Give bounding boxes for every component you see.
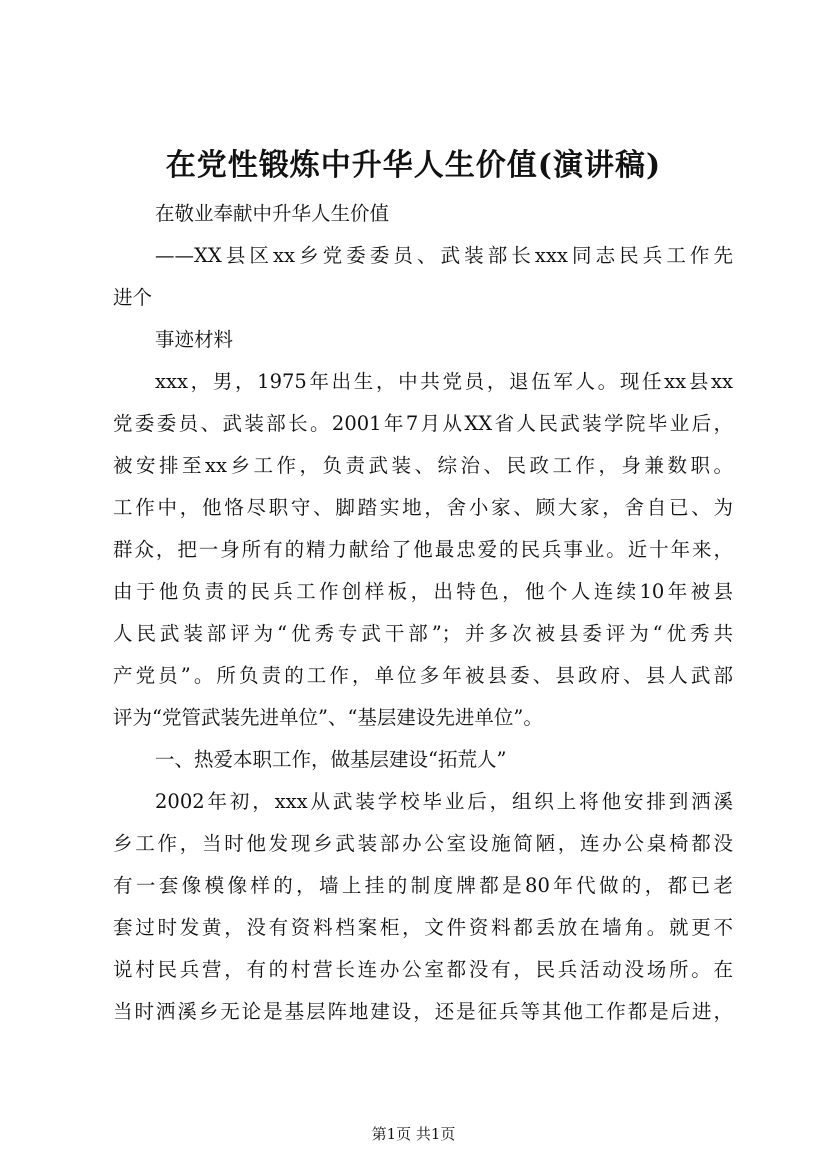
section-heading: 一、热爱本职工作，做基层建设“拓荒人” [155, 748, 507, 771]
body-text-line: 工作中，他恪尽职守、脚踏实地，舍小家、顾大家，舍自已、为 [113, 496, 733, 519]
body-text-line: 群众，把一身所有的精力献给了他最忠爱的民兵事业。近十年来， [113, 538, 733, 561]
body-text-line: 被安排至xx乡工作，负责武装、综治、民政工作，身兼数职。 [113, 454, 733, 477]
body-text-line: 党委委员、武装部长。2001年7月从XX省人民武装学院毕业后， [113, 412, 733, 435]
document-title: 在党性锻炼中升华人生价值(演讲稿) [165, 148, 662, 183]
body-text-line: 由于他负责的民兵工作创样板，出特色，他个人连续10年被县 [113, 580, 733, 603]
body-text-line: 有一套像模像样的，墙上挂的制度牌都是80年代做的，都已老 [113, 874, 733, 897]
body-text-line: 套过时发黄，没有资料档案柜，文件资料都丢放在墙角。就更不 [113, 916, 733, 939]
body-text-line: 当时洒溪乡无论是基层阵地建设，还是征兵等其他工作都是后进， [113, 1000, 733, 1023]
body-text-line: 乡工作，当时他发现乡武装部办公室设施简陋，连办公桌椅都没 [113, 832, 733, 855]
section-label: 事迹材料 [155, 328, 234, 351]
body-text-line: xxx，男，1975年出生，中共党员，退伍军人。现任xx县xx [155, 370, 733, 393]
subtitle-line: ——XX县区xx乡党委委员、武装部长xxx同志民兵工作先 [155, 244, 733, 267]
subtitle-line: 进个 [113, 286, 153, 309]
body-text-line: 产党员”。所负责的工作，单位多年被县委、县政府、县人武部 [113, 664, 733, 687]
page-footer: 第1页 共1页 [371, 1125, 456, 1143]
body-text-line: 2002年初，xxx从武装学校毕业后，组织上将他安排到洒溪 [155, 790, 733, 813]
body-text-line: 人民武装部评为“优秀专武干部”；并多次被县委评为“优秀共 [113, 622, 733, 645]
subtitle-line: 在敬业奉献中升华人生价值 [155, 202, 390, 225]
body-text-line: 说村民兵营，有的村营长连办公室都没有，民兵活动没场所。在 [113, 958, 733, 981]
body-text-line: 评为“党管武装先进单位”、“基层建设先进单位”。 [113, 706, 543, 729]
